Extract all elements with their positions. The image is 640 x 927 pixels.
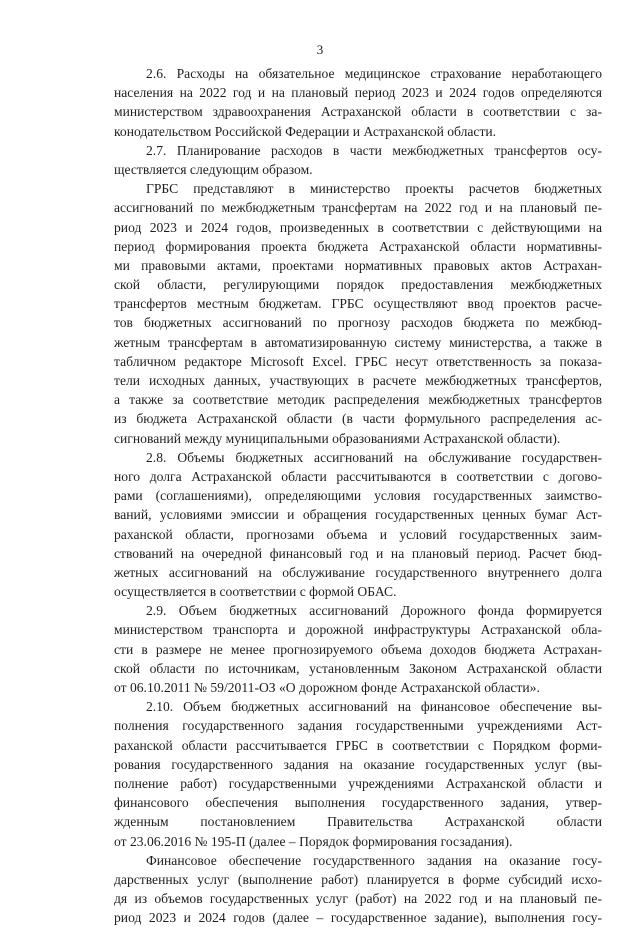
text-line: от 23.06.2016 № 195-П (далее – Порядок формирования госзадания). [114, 833, 513, 849]
text-line: раханской области рассчитывается ГРБС в соответствии с Порядком форми- [114, 737, 602, 753]
text-line: 2.6. Расходы на обязательное медицинское страхование неработающего [146, 66, 602, 81]
text-line: от 06.10.2011 № 59/2011-ОЗ «О дорожном фонде Астраханской области». [114, 680, 540, 695]
paragraph-2-10 [114, 697, 602, 851]
text-line: рования государственного задания на оказание государственных услуг (вы- [114, 756, 602, 772]
text-line: полнение работ) государственными учреждениями Астраханской области и [114, 775, 602, 791]
text-line: жетным трансфертам в автоматизированную систему министерства, а также в [114, 334, 602, 350]
text-line: ваний, условиями эмиссии и обращения государственных ценных бумаг Аст- [114, 507, 602, 523]
text-line: 2.7. Планирование расходов в части межбюджетных трансфертов осу- [146, 142, 602, 158]
text-line: 2.9. Объем бюджетных ассигнований Дорожного фонда формируется [146, 603, 602, 619]
text-line: финансового обеспечения выполнения государственного задания, утвер- [114, 795, 602, 811]
document-body [114, 64, 602, 927]
text-line: ассигнований по межбюджетным трансфертам на 2022 год и на плановый пе- [114, 200, 602, 216]
paragraph-grbs [114, 179, 602, 448]
text-line: ской области по источникам, установленным Законом Астраханской области [114, 660, 602, 676]
text-line: ми правовыми актами, проектами нормативных правовых актов Астрахан- [114, 257, 602, 273]
text-line: табличном редакторе Microsoft Excel. ГРБС несут ответственность за показа- [114, 353, 602, 369]
paragraph-2-6 [114, 64, 602, 141]
text-line: риод 2023 и 2024 годов, произведенных в соответствии с действующими на [114, 219, 602, 235]
text-line: 2.8. Объемы бюджетных ассигнований на обслуживание государствен- [146, 449, 602, 465]
text-line: сти в размере не менее прогнозируемого объема доходов бюджета Астрахан- [114, 641, 602, 657]
text-line: жденным постановлением Правительства Астраханской области [114, 814, 602, 830]
text-line: рами (соглашениями), определяющими условия государственных заимство- [114, 488, 602, 504]
page-number: 3 [316, 42, 324, 57]
text-line: период формирования проекта бюджета Астраханской области нормативны- [114, 238, 602, 254]
paragraph-2-8 [114, 448, 602, 602]
text-line: жетных ассигнований на обслуживание государственного внутреннего долга [114, 564, 602, 580]
text-line: 2.10. Объем бюджетных ассигнований на финансовое обеспечение вы- [146, 699, 602, 715]
text-line: ного долга Астраханской области рассчитываются в соответствии с догово- [114, 468, 602, 484]
paragraph-financial-support [114, 851, 602, 927]
text-line: конодательством Российской Федерации и Астраханской области. [114, 123, 497, 139]
text-line: ГРБС представляют в министерство проекты расчетов бюджетных [146, 181, 602, 197]
text-line: дарственных услуг (выполнение работ) планируется в форме субсидий исхо- [114, 871, 602, 887]
text-line: полнения государственного задания государственными учреждениями Аст- [114, 718, 602, 734]
text-line: министерством транспорта и дорожной инфраструктуры Астраханской обла- [114, 622, 602, 638]
text-line: раханской области, прогнозами объема и условий государственных заим- [114, 526, 602, 542]
text-line: риод 2023 и 2024 годов (далее – государственное задание), выполнения госу- [114, 910, 602, 926]
text-line: населения на 2022 год и на плановый период 2023 и 2024 годов определяются [114, 85, 602, 101]
paragraph-2-7 [114, 141, 602, 179]
text-line: Финансовое обеспечение государственного задания на оказание госу- [146, 852, 602, 868]
text-line: тов бюджетных ассигнований по прогнозу расходов бюджета по межбюд- [114, 315, 602, 331]
text-line: тели исходных данных, участвующих в расчете межбюджетных трансфертов, [114, 373, 602, 388]
text-line: трансфертов местным бюджетам. ГРБС осуществляют ввод проектов расче- [114, 296, 602, 312]
paragraph-2-9 [114, 601, 602, 697]
text-line: ствований на очередной финансовый год и на плановый период. Расчет бюд- [114, 545, 602, 561]
text-line: ществляется следующим образом. [114, 161, 313, 177]
text-line: а также за соответствие методик распределения межбюджетных трансфертов [114, 392, 602, 408]
text-line: ской области, регулирующими порядок предоставления межбюджетных [114, 277, 602, 293]
text-line: из бюджета Астраханской области (в части формульного распределения ас- [114, 411, 602, 427]
text-line: осуществляется в соответствии с формой ОБАС. [114, 584, 397, 600]
text-line: дя из объемов государственных услуг (работ) на 2022 год и на плановый пе- [114, 891, 602, 907]
text-line: министерством здравоохранения Астраханской области в соответствии с за- [114, 104, 602, 120]
text-line: сигнований между муниципальными образованиями Астраханской области). [114, 430, 561, 446]
